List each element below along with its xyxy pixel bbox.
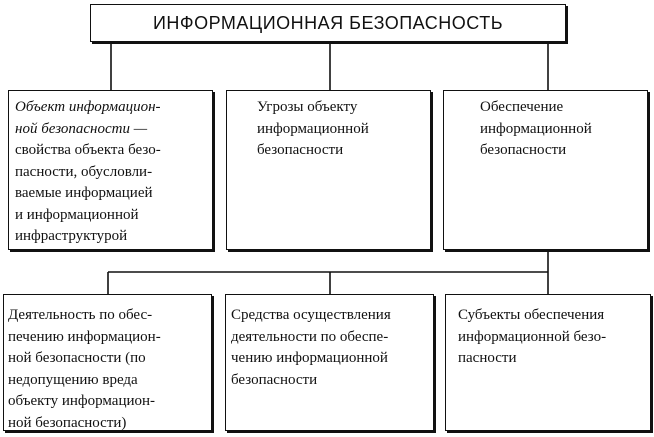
diagram-title: ИНФОРМАЦИОННАЯ БЕЗОПАСНОСТЬ [152, 12, 504, 33]
provision-box [443, 90, 648, 250]
threats-label: Угрозы объекту информационной безопасности [257, 99, 369, 158]
activity-box [3, 294, 212, 431]
subjects-label: Субъекты обеспечения информационной безо- пасности [458, 307, 607, 366]
threats-box [226, 90, 431, 250]
means-box [225, 294, 434, 431]
object-definition: свойства объекта безо- пасности, обусловли- ваемые информацией и информационной инфраструктурой [15, 142, 161, 244]
subjects-box [445, 294, 651, 431]
object-term: Объект информацион- ной безопасности — [15, 99, 161, 137]
provision-label: Обеспечение информационной безопасности [480, 99, 592, 158]
activity-label: Деятельность по обес- печению информацион- ной безопасности (по недопущению вреда объекту информацион- ной безопасности) [8, 307, 161, 431]
title-box [90, 4, 566, 42]
object-box [8, 90, 213, 250]
means-label: Средства осуществления деятельности по обеспе- чению информационной безопасности [231, 307, 391, 388]
